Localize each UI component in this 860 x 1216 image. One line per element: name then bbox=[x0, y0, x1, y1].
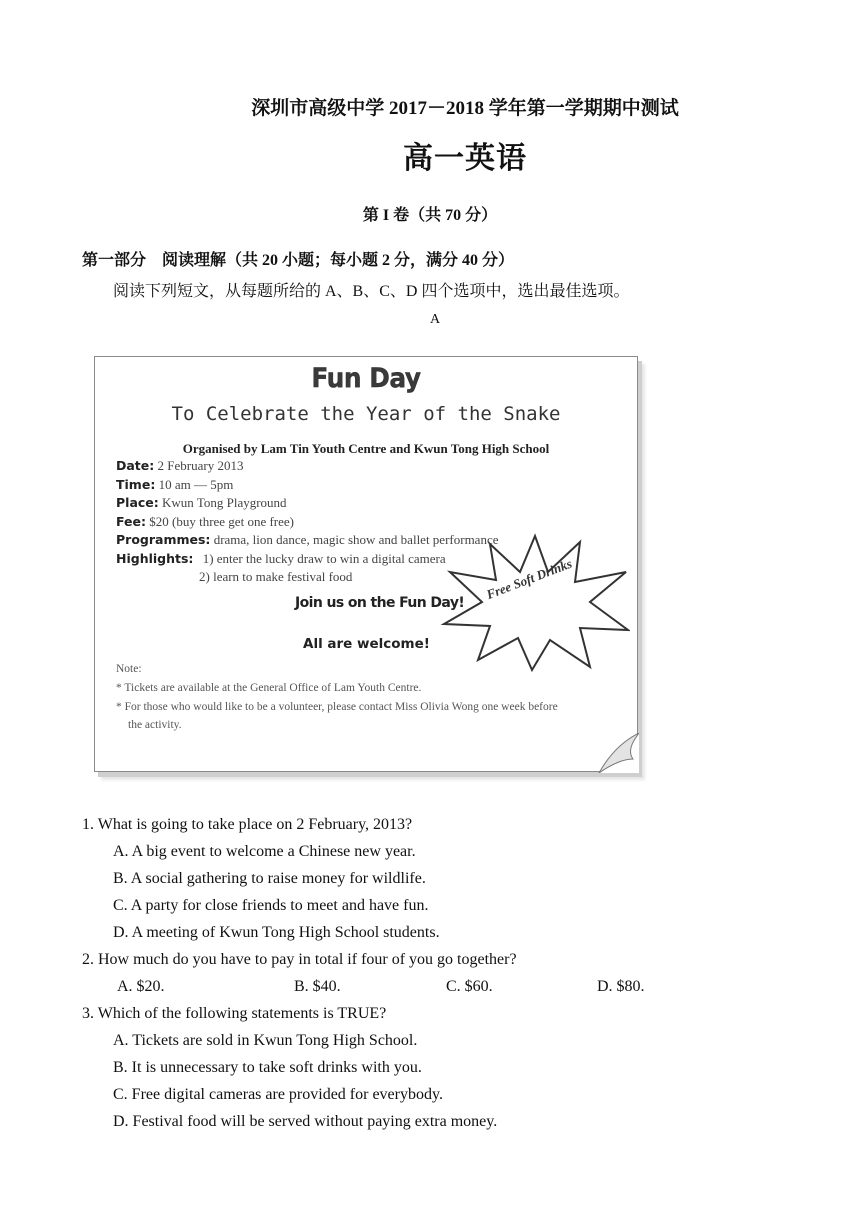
volume-title: 第 I 卷（共 70 分） bbox=[362, 207, 498, 224]
q2-option-d: D. $80. bbox=[597, 978, 645, 995]
q3-option-c: C. Free digital cameras are provided for everybody. bbox=[113, 1086, 443, 1103]
page-curl-icon bbox=[593, 733, 639, 773]
poster-row-fee bbox=[116, 514, 294, 530]
note-tickets: * Tickets are available at the General Office of Lam Youth Centre. bbox=[116, 682, 422, 694]
q3-option-a: A. Tickets are sold in Kwun Tong High School. bbox=[113, 1032, 418, 1049]
q1-option-d: D. A meeting of Kwun Tong High School students. bbox=[113, 924, 440, 941]
poster-organiser: Organised by Lam Tin Youth Centre and Kwun Tong High School bbox=[182, 441, 550, 456]
q1-option-a: A. A big event to welcome a Chinese new year. bbox=[113, 843, 416, 860]
fun-day-poster bbox=[94, 356, 638, 772]
question-3: 3. Which of the following statements is TRUE? bbox=[82, 1005, 387, 1022]
q1-option-b: B. A social gathering to raise money for wildlife. bbox=[113, 870, 426, 887]
subject-title: 高一英语 bbox=[403, 142, 527, 175]
note-label: Note: bbox=[116, 663, 142, 675]
instruction-text: 阅读下列短文，从每题所给的 A、B、C、D 四个选项中，选出最佳选项。 bbox=[113, 283, 630, 300]
school-exam-title: 深圳市高级中学 2017－2018 学年第一学期期中测试 bbox=[251, 98, 679, 119]
poster-subtitle: To Celebrate the Year of the Snake bbox=[171, 403, 561, 425]
question-1: 1. What is going to take place on 2 February, 2013? bbox=[82, 816, 413, 833]
starburst-icon bbox=[440, 532, 630, 672]
row-value: drama, lion dance, magic show and ballet performance bbox=[213, 532, 499, 547]
welcome-text: All are welcome! bbox=[303, 636, 430, 652]
poster-row-time bbox=[116, 477, 233, 493]
row-value: 2) learn to make festival food bbox=[199, 569, 353, 584]
row-label: Programmes: bbox=[116, 532, 211, 547]
row-label: Place: bbox=[116, 495, 159, 510]
passage-label: A bbox=[429, 312, 441, 327]
row-value: 2 February 2013 bbox=[157, 458, 244, 473]
row-label: Date: bbox=[116, 458, 155, 473]
starburst-text: Free Soft Drinks bbox=[484, 555, 574, 603]
question-2: 2. How much do you have to pay in total if four of you go together? bbox=[82, 951, 517, 968]
row-label: Time: bbox=[116, 477, 156, 492]
note-volunteer-cont: the activity. bbox=[128, 719, 182, 731]
q3-option-d: D. Festival food will be served without paying extra money. bbox=[113, 1113, 498, 1130]
join-us-text: Join us on the Fun Day! bbox=[295, 595, 465, 611]
q2-option-b: B. $40. bbox=[294, 978, 341, 995]
q2-option-a: A. $20. bbox=[117, 978, 165, 995]
poster-row-date bbox=[116, 458, 243, 474]
row-value: $20 (buy three get one free) bbox=[149, 514, 294, 529]
poster-row-place bbox=[116, 495, 287, 511]
row-value: Kwun Tong Playground bbox=[162, 495, 287, 510]
row-label: Highlights: bbox=[116, 551, 194, 566]
poster-highlight-2 bbox=[199, 569, 352, 585]
q2-option-c: C. $60. bbox=[446, 978, 493, 995]
poster-title: Fun Day bbox=[311, 363, 421, 394]
row-value: 10 am — 5pm bbox=[158, 477, 234, 492]
row-label: Fee: bbox=[116, 514, 146, 529]
part-heading: 第一部分 阅读理解（共 20 小题；每小题 2 分，满分 40 分） bbox=[82, 252, 515, 269]
q3-option-b: B. It is unnecessary to take soft drinks with you. bbox=[113, 1059, 422, 1076]
q1-option-c: C. A party for close friends to meet and have fun. bbox=[113, 897, 429, 914]
note-volunteer: * For those who would like to be a volunteer, please contact Miss Olivia Wong one week before bbox=[116, 701, 558, 713]
poster-row-highlights bbox=[116, 551, 446, 567]
row-value: 1) enter the lucky draw to win a digital camera bbox=[202, 551, 446, 566]
